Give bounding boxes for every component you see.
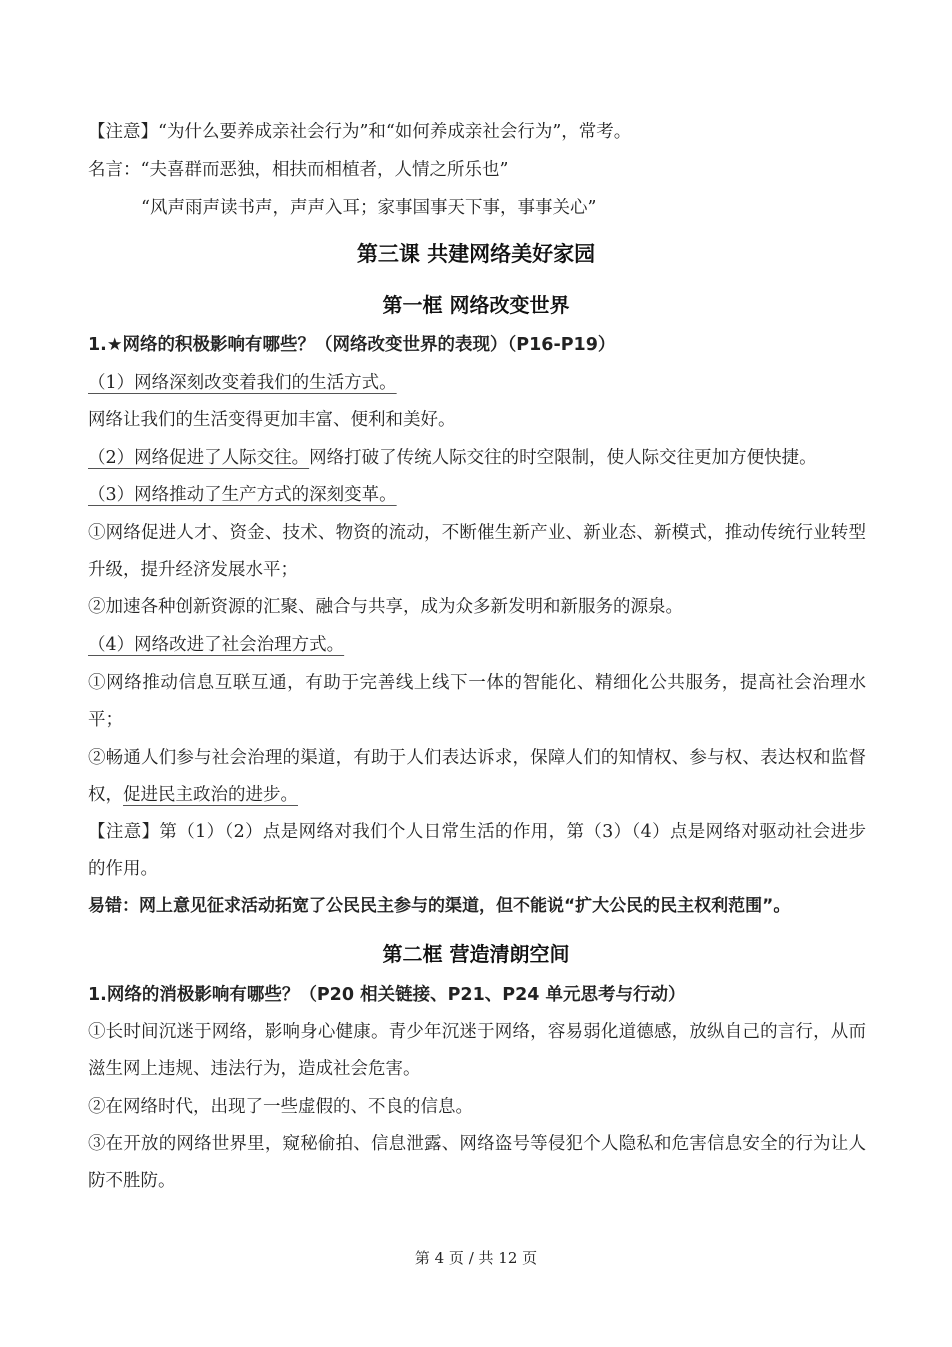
quote-text: “夫喜群而恶独，相扶而相植者，人情之所乐也” (140, 160, 509, 180)
paragraph (88, 440, 866, 477)
paragraph: ①网络推动信息互联互通，有助于完善线上线下一体的智能化、精细化公共服务，提高社会治理水平； (88, 673, 866, 731)
note-paragraph: 【注意】第（1）（2）点是网络对我们个人日常生活的作用，第（3）（4）点是网络对驱动社会进步的作用。 (88, 822, 866, 880)
point-heading (88, 477, 866, 514)
section-title: 第二框 营造清朗空间 (382, 942, 570, 966)
point-heading (88, 627, 866, 664)
paragraph: ②在网络时代，出现了一些虚假的、不良的信息。 (88, 1097, 473, 1117)
underlined-text: （4）网络改进了社会治理方式。 (88, 635, 345, 655)
underlined-text: 促进民主政治的进步。 (123, 785, 298, 806)
paragraph: ③在开放的网络世界里，窥秘偷拍、信息泄露、网络盗号等侵犯个人隐私和危害信息安全的行为让人防不胜防。 (88, 1134, 866, 1192)
point-heading (88, 365, 866, 402)
page-number: 第 4 页 / 共 12 页 (414, 1249, 538, 1267)
paragraph: ①网络促进人才、资金、技术、物资的流动，不断催生新产业、新业态、新模式，推动传统行业转型升级，提升经济发展水平； (88, 523, 866, 581)
paragraph (88, 740, 866, 815)
paragraph: ①长时间沉迷于网络，影响身心健康。青少年沉迷于网络，容易弱化道德感，放纵自己的言行，从而滋生网上违规、违法行为，造成社会危害。 (88, 1022, 866, 1080)
section-title: 第一框 网络改变世界 (382, 293, 570, 317)
lesson-title: 第三课 共建网络美好家园 (356, 242, 596, 266)
paragraph-text: 网络打破了传统人际交往的时空限制，使人际交往更加方便快捷。 (309, 448, 817, 468)
underlined-text: （3）网络推动了生产方式的深刻变革。 (88, 485, 397, 505)
paragraph: 网络让我们的生活变得更加丰富、便利和美好。 (88, 410, 456, 430)
underlined-text: （1）网络深刻改变着我们的生活方式。 (88, 373, 397, 393)
question-heading: 1.★网络的积极影响有哪些？（网络改变世界的表现）（P16-P19） (88, 335, 616, 355)
quote-line-2: “风声雨声读书声，声声入耳；家事国事天下事，事事关心” (141, 198, 597, 218)
common-mistake: 易错：网上意见征求活动拓宽了公民民主参与的渠道，但不能说“扩大公民的民主权利范围”。 (88, 896, 791, 916)
question-heading: 1.网络的消极影响有哪些？（P20 相关链接、P21、P24 单元思考与行动） (88, 985, 686, 1005)
underlined-text: （2）网络促进了人际交往。 (88, 448, 310, 468)
paragraph-text: ②畅通人们参与社会治理的渠道，有助于人们表达诉求，保障人们的知情权、参与权、表达权和监督权， (88, 748, 866, 806)
paragraph: ②加速各种创新资源的汇聚、融合与共享，成为众多新发明和新服务的源泉。 (88, 597, 683, 617)
quote-label: 名言： (88, 160, 141, 180)
note-paragraph: 【注意】“为什么要养成亲社会行为”和“如何养成亲社会行为”，常考。 (88, 122, 632, 142)
quote-line-1 (88, 152, 866, 189)
